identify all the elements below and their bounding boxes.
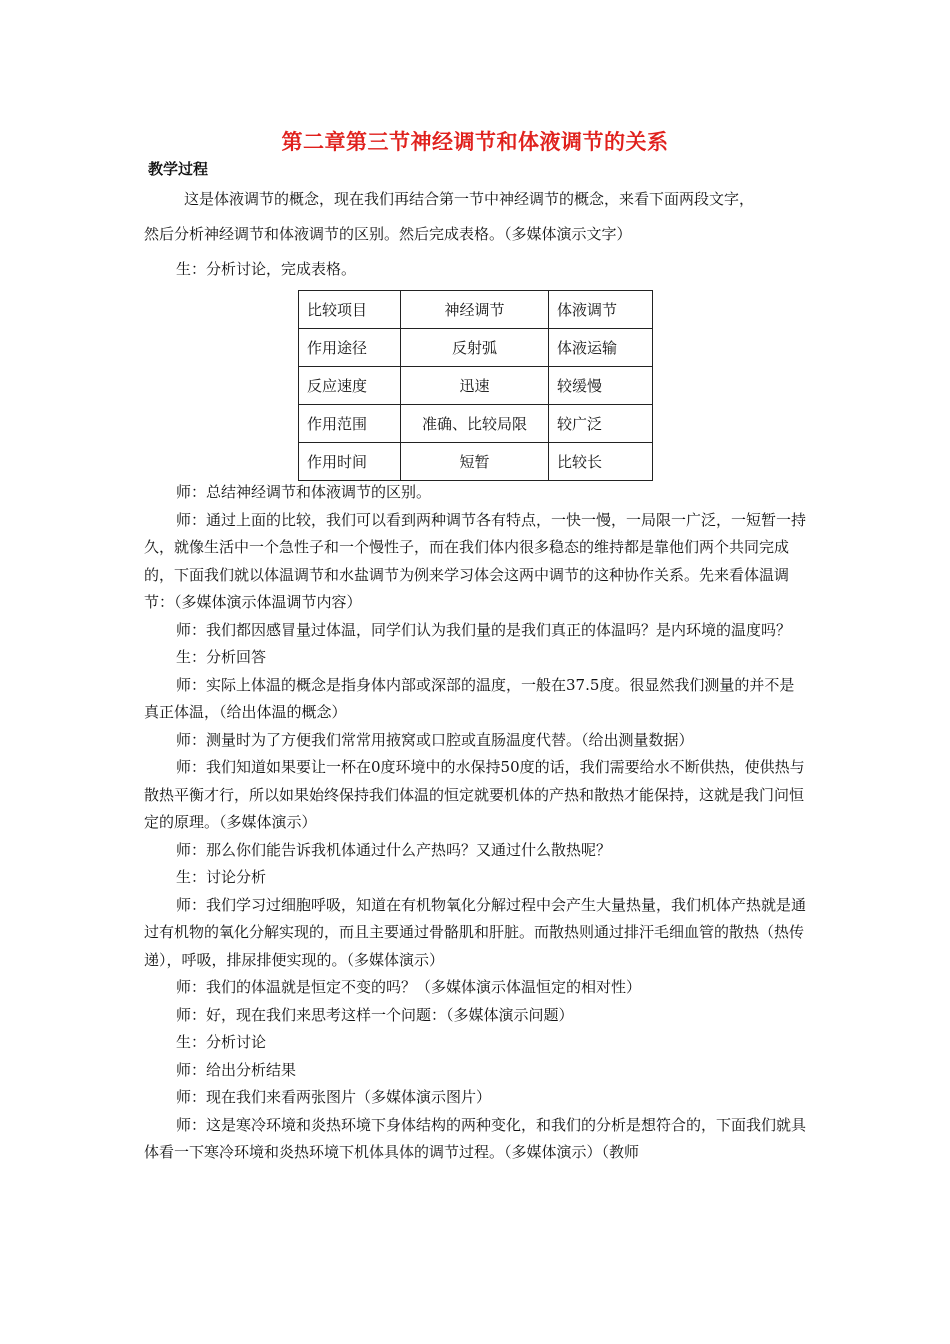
intro-paragraph <box>144 185 808 249</box>
paragraph: 师：给出分析结果 <box>176 1060 297 1079</box>
paragraph: 师：我们知道如果要让一杯在0度环境中的水保持50度的话，我们需要给水不断供热，使供热与散热平衡才行，所以如果始终保持我们体温的恒定就要机体的产热和散热才能保持，这就是我门问恒定的原理。（多媒体演示） <box>144 758 805 831</box>
paragraph: 师：我们都因感冒量过体温，同学们认为我们量的是我们真正的体温吗？是内环境的温度吗？ <box>176 620 792 639</box>
intro-line: 然后分析神经调节和体液调节的区别。然后完成表格。（多媒体演示文字） <box>144 225 632 243</box>
table-row <box>299 329 653 367</box>
table-cell: 迅速 <box>401 367 549 405</box>
table-header-cell: 神经调节 <box>401 291 549 329</box>
table-cell: 反应速度 <box>299 367 401 405</box>
paragraph: 生：分析讨论 <box>176 1033 267 1051</box>
paragraph: 师：测量时为了方便我们常常用掖窝或口腔或直肠温度代替。（给出测量数据） <box>176 730 694 749</box>
table-cell: 作用时间 <box>299 443 401 481</box>
table-cell: 较缓慢 <box>549 367 653 405</box>
table-cell: 短暂 <box>401 443 549 481</box>
paragraph: 师：那么你们能告诉我机体通过什么产热吗？又通过什么散热呢？ <box>176 840 612 859</box>
table-header-cell: 比较项目 <box>299 291 401 329</box>
paragraph: 生：讨论分析 <box>176 868 267 886</box>
paragraph: 生：分析回答 <box>176 648 267 666</box>
intro-line: 这是体液调节的概念，现在我们再结合第一节中神经调节的概念，来看下面两段文字， <box>184 190 755 208</box>
paragraph: 师：总结神经调节和体液调节的区别。 <box>176 483 432 501</box>
table-row <box>299 367 653 405</box>
comparison-table <box>298 290 653 481</box>
table-cell: 比较长 <box>549 443 653 481</box>
table-header-cell: 体液调节 <box>549 291 653 329</box>
paragraph: 师：我们的体温就是恒定不变的吗？（多媒体演示体温恒定的相对性） <box>176 978 642 996</box>
student-intro-paragraph <box>144 256 808 284</box>
table-cell: 准确、比较局限 <box>401 405 549 443</box>
paragraph: 师：实际上体温的概念是指身体内部或深部的温度，一般在37.5度。很显然我们测量的并不是真正体温，（给出体温的概念） <box>144 675 795 721</box>
paragraph: 师：现在我们来看两张图片（多媒体演示图片） <box>176 1088 492 1106</box>
table-cell: 较广泛 <box>549 405 653 443</box>
section-heading: 教学过程 <box>148 160 209 178</box>
paragraph: 师：我们学习过细胞呼吸，知道在有机物氧化分解过程中会产生大量热量，我们机体产热就是通过有机物的氧化分解实现的，而且主要通过骨骼肌和肝脏。而散热则通过排汗毛细血管的散热（热传递），呼吸，排尿排便实现的。（多媒体演示） <box>144 895 807 969</box>
paragraph: 师：这是寒冷环境和炎热环境下身体结构的两种变化，和我们的分析是想符合的，下面我们就具体看一下寒冷环境和炎热环境下机体具体的调节过程。（多媒体演示）（教师 <box>144 1115 807 1161</box>
table-header-row <box>299 291 653 329</box>
paragraph: 师：好，现在我们来思考这样一个问题：（多媒体演示问题） <box>176 1005 574 1024</box>
table-cell: 体液运输 <box>549 329 653 367</box>
table-row <box>299 443 653 481</box>
table-row <box>299 405 653 443</box>
dialogue-section <box>144 479 808 1167</box>
table-cell: 作用范围 <box>299 405 401 443</box>
paragraph: 生：分析讨论，完成表格。 <box>176 260 357 278</box>
paragraph: 师：通过上面的比较，我们可以看到两种调节各有特点，一快一慢，一局限一广泛，一短暂一持久，就像生活中一个急性子和一个慢性子，而在我们体内很多稳态的维持都是靠他们两个共同完成的，下面我们就以体温调节和水盐调节为例来学习体会这两中调节的这种协作关系。先来看体温调节：（多媒体演示体温调节内容） <box>144 510 807 611</box>
page-title: 第二章第三节神经调节和体液调节的关系 <box>281 129 669 154</box>
table-cell: 作用途径 <box>299 329 401 367</box>
table-cell: 反射弧 <box>401 329 549 367</box>
